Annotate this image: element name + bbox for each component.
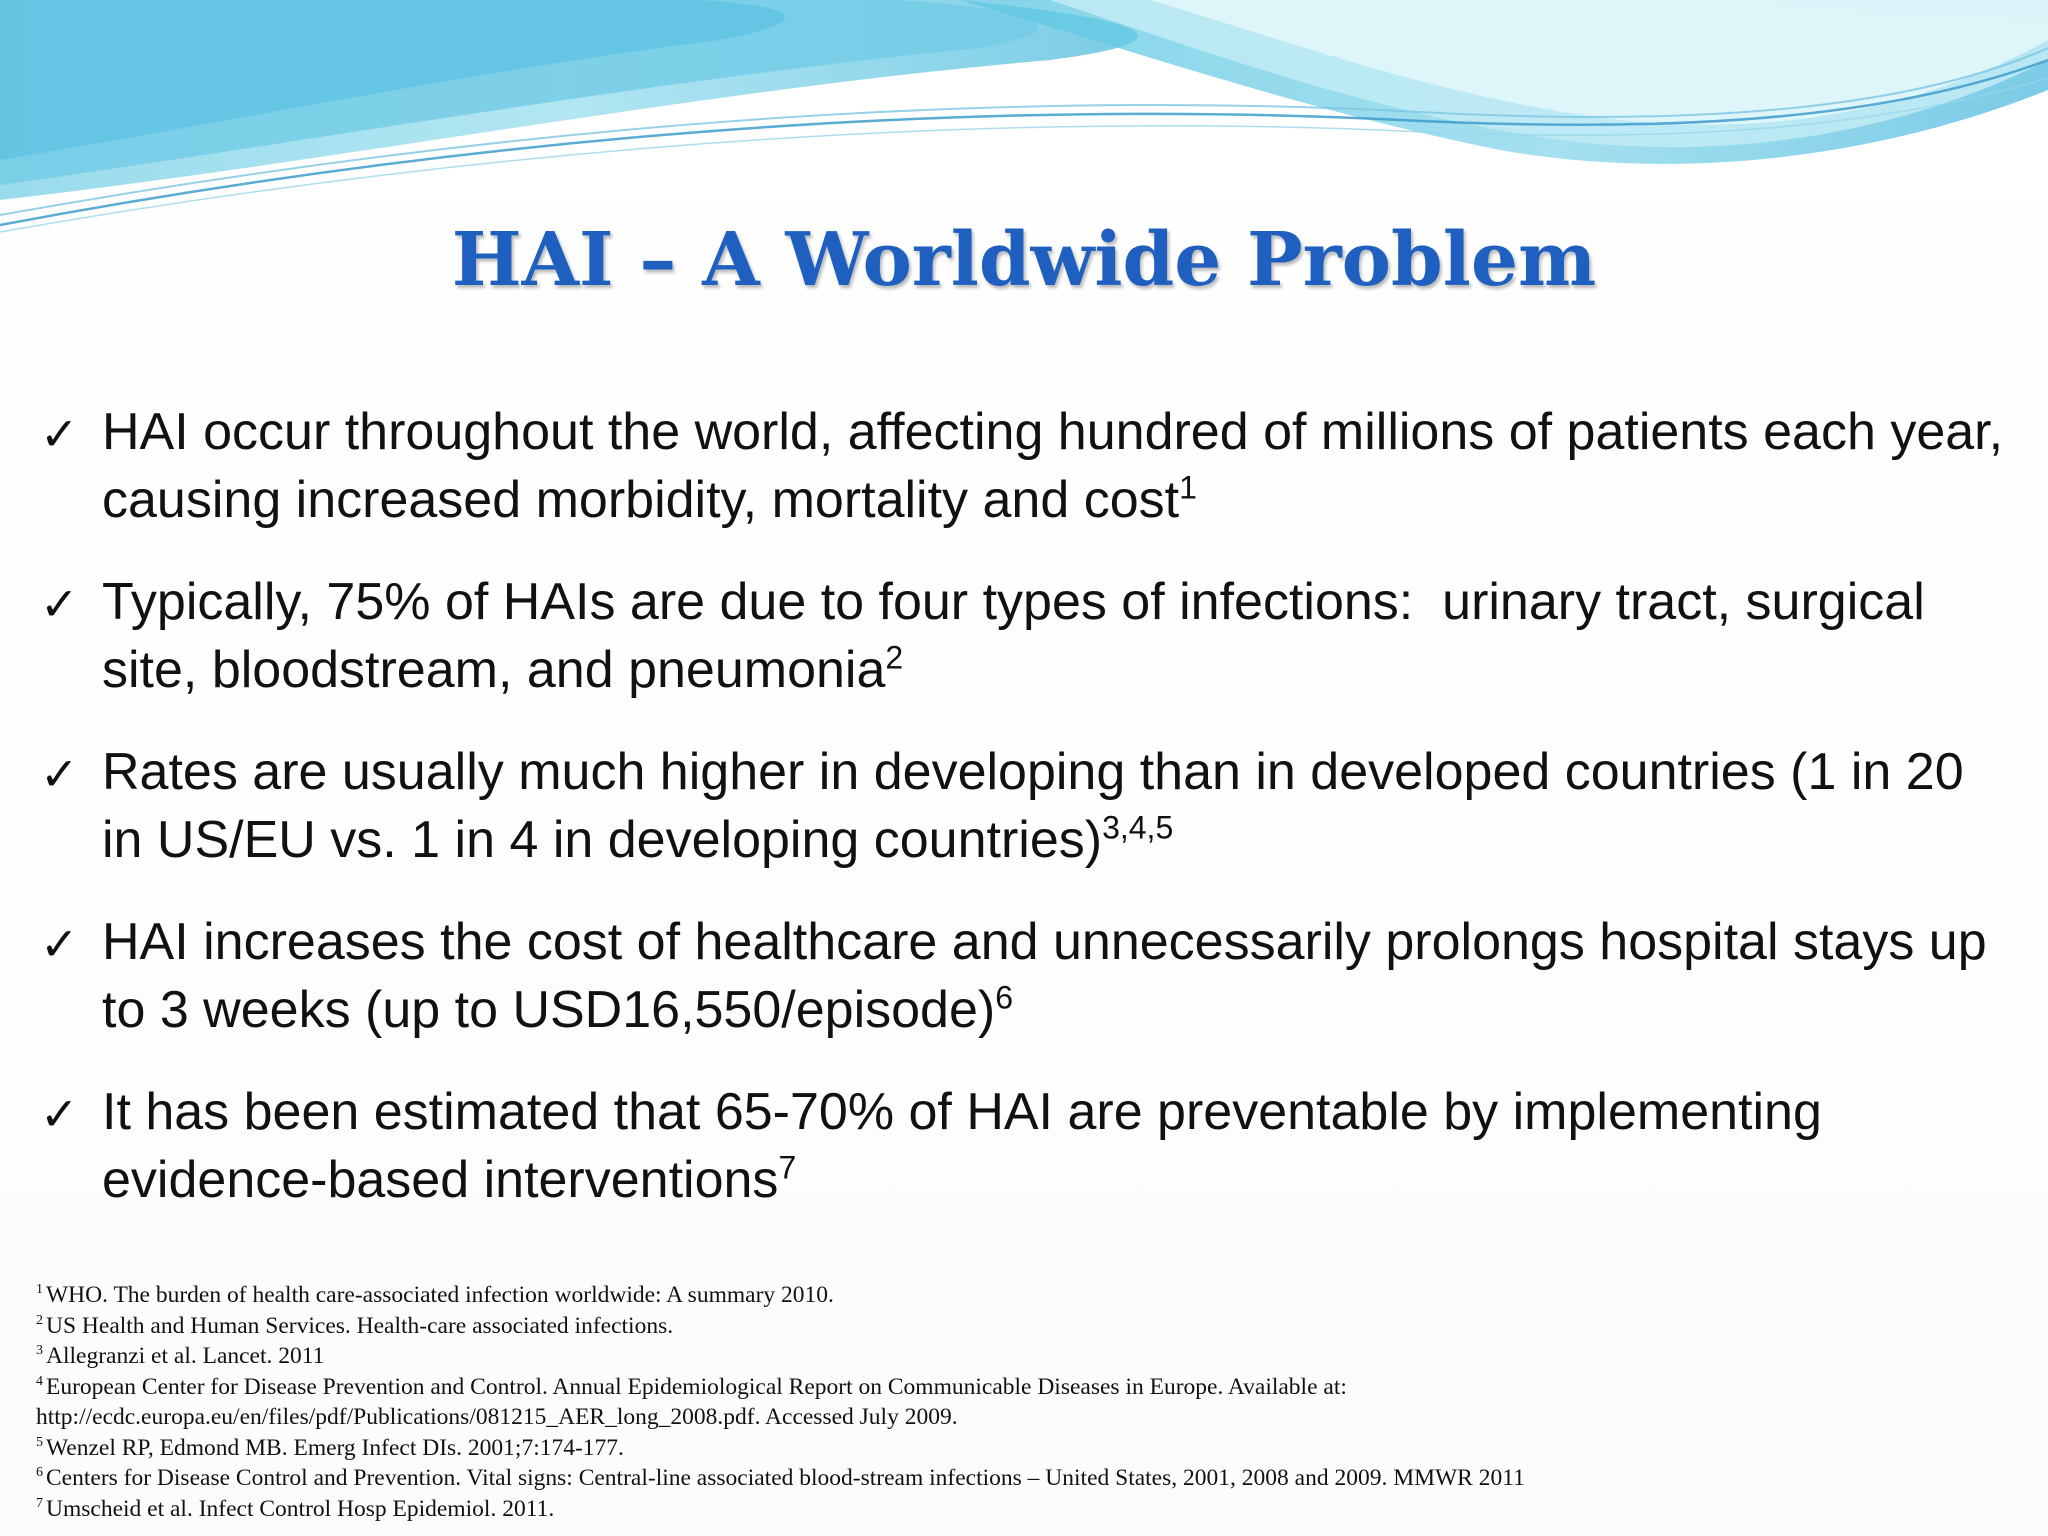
check-icon: ✓ [40,1087,79,1141]
footnote-text: Wenzel RP, Edmond MB. Emerg Infect DIs. 2001;7:174-177. [46,1434,624,1461]
slide-title: HAI – A Worldwide Problem [451,217,1597,303]
bullet-text: It has been estimated that 65-70% of HAI are preventable by implementing evidence-based interventions [102,1083,1822,1209]
check-icon: ✓ [40,917,79,971]
footnotes [36,1280,2026,1524]
bullet-item [0,568,2048,704]
footnote [36,1341,2026,1372]
check-icon: ✓ [40,747,79,801]
bullet-item [0,908,2048,1044]
footnote-number: 6 [36,1465,43,1481]
bullet-item [0,1078,2048,1214]
bullet-reference: 3,4,5 [1102,809,1174,846]
footnote [36,1433,2026,1464]
bullet-reference: 7 [778,1149,797,1186]
footnote [36,1494,2026,1525]
footnote [36,1311,2026,1342]
footnote-number: 1 [36,1282,43,1298]
footnote [36,1280,2026,1311]
footnote [36,1372,2026,1403]
bullet-reference: 2 [885,639,904,676]
footnote-number: 3 [36,1343,43,1359]
footnote-text: WHO. The burden of health care-associated infection worldwide: A summary 2010. [46,1282,834,1308]
bullet-text: HAI occur throughout the world, affecting hundred of millions of patients each year, causing increased morbidity, mortality and cost [102,403,2004,529]
footnote-text: European Center for Disease Prevention and Control. Annual Epidemiological Report on Communicable Diseases in Europe. Available at: [46,1373,1347,1400]
footnote-text: Umscheid et al. Infect Control Hosp Epidemiol. 2011. [46,1495,555,1522]
bullet-list [0,398,2048,1248]
bullet-reference: 1 [1179,469,1197,506]
footnote-link[interactable]: http://ecdc.europa.eu/en/files/pdf/Publications/081215_AER_long_2008.pdf. Accessed July 2009. [36,1404,958,1430]
footnote [36,1463,2026,1494]
footnote-continuation [36,1402,2026,1433]
footnote-number: 2 [36,1312,43,1328]
check-icon: ✓ [40,407,79,461]
footnote-number: 7 [36,1495,43,1511]
check-icon: ✓ [40,577,79,631]
bullet-text: Typically, 75% of HAIs are due to four types of infections: urinary tract, surgical site, bloodstream, and pneumonia [102,573,1940,699]
footnote-number: 4 [36,1373,43,1389]
bullet-item [0,398,2048,534]
bullet-reference: 6 [995,979,1013,1016]
bullet-item [0,738,2048,874]
footnote-text: Centers for Disease Control and Prevention. Vital signs: Central-line associated blood-stream infections – United States, 2001, 2008 and 2009. MMWR 2011 [46,1465,1525,1491]
footnote-number: 5 [36,1434,43,1450]
footnote-text: US Health and Human Services. Health-care associated infections. [46,1312,674,1339]
bullet-text: Rates are usually much higher in developing than in developed countries (1 in 20 in US/EU vs. 1 in 4 in developing countries) [102,743,1964,869]
footnote-text: Allegranzi et al. Lancet. 2011 [46,1343,325,1369]
bullet-text: HAI increases the cost of healthcare and unnecessarily prolongs hospital stays up to 3 weeks (up to USD16,550/episode) [102,913,1987,1039]
